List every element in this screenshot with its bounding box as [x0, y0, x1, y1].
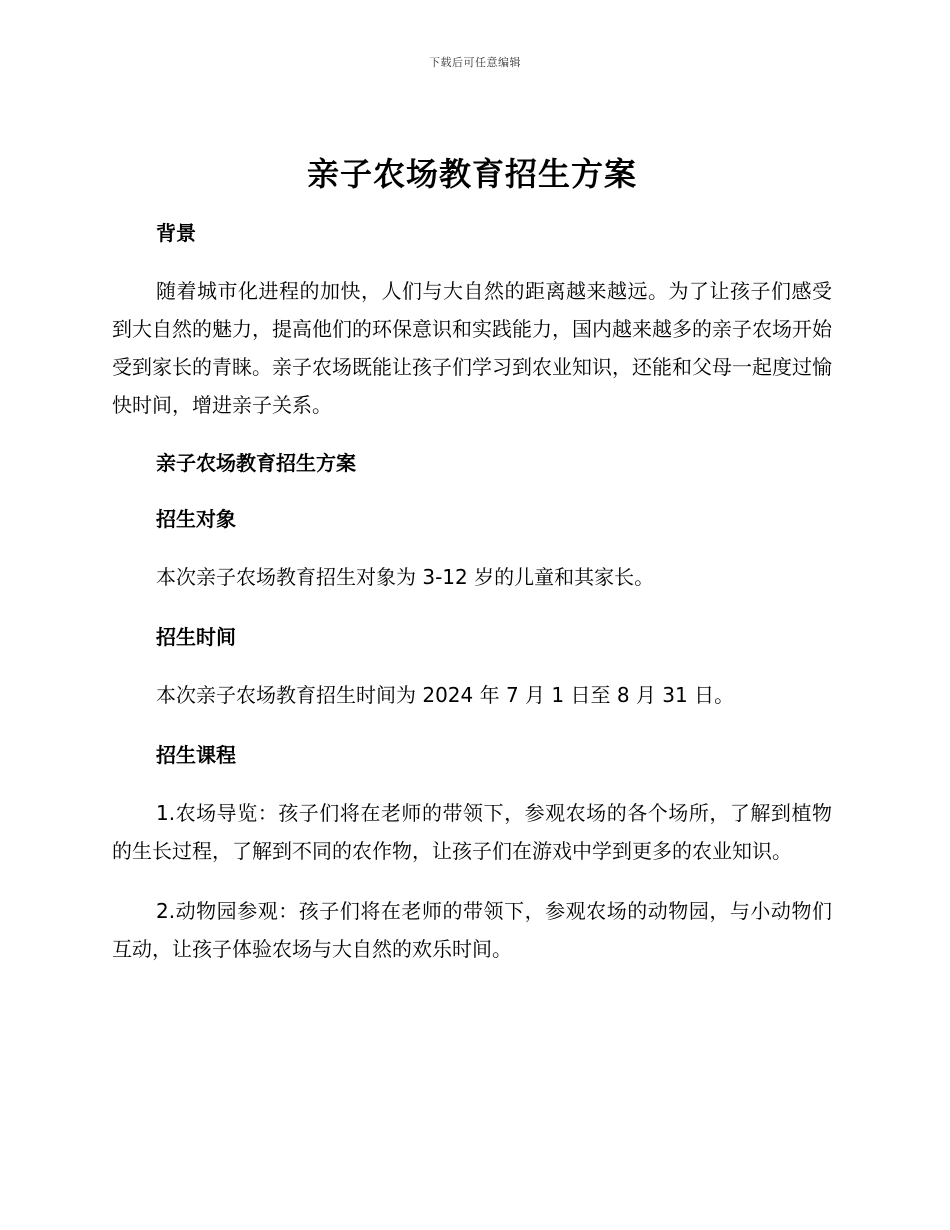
course-heading: 招生课程 [156, 743, 236, 767]
course-item-2: 2.动物园参观：孩子们将在老师的带领下，参观农场的动物园，与小动物们互动，让孩子体验农场与大自然的欢乐时间。 [112, 899, 832, 961]
course-item-1: 1.农场导览：孩子们将在老师的带领下，参观农场的各个场所，了解到植物的生长过程，了解到不同的农作物，让孩子们在游戏中学到更多的农业知识。 [112, 801, 832, 863]
target-paragraph: 本次亲子农场教育招生对象为 3-12 岁的儿童和其家长。 [156, 565, 655, 589]
time-heading: 招生时间 [156, 625, 236, 649]
target-heading: 招生对象 [156, 507, 236, 531]
plan-heading: 亲子农场教育招生方案 [156, 451, 356, 475]
document-content [112, 150, 832, 990]
header-note: 下载后可任意编辑 [429, 56, 521, 69]
background-heading: 背景 [156, 221, 196, 245]
background-paragraph: 随着城市化进程的加快，人们与大自然的距离越来越远。为了让孩子们感受到大自然的魅力，提高他们的环保意识和实践能力，国内越来越多的亲子农场开始受到家长的青睐。亲子农场既能让孩子们学习到农业知识，还能和父母一起度过愉快时间，增进亲子关系。 [112, 279, 832, 417]
document-title: 亲子农场教育招生方案 [306, 155, 637, 193]
time-paragraph: 本次亲子农场教育招生时间为 2024 年 7 月 1 日至 8 月 31 日。 [156, 683, 735, 707]
